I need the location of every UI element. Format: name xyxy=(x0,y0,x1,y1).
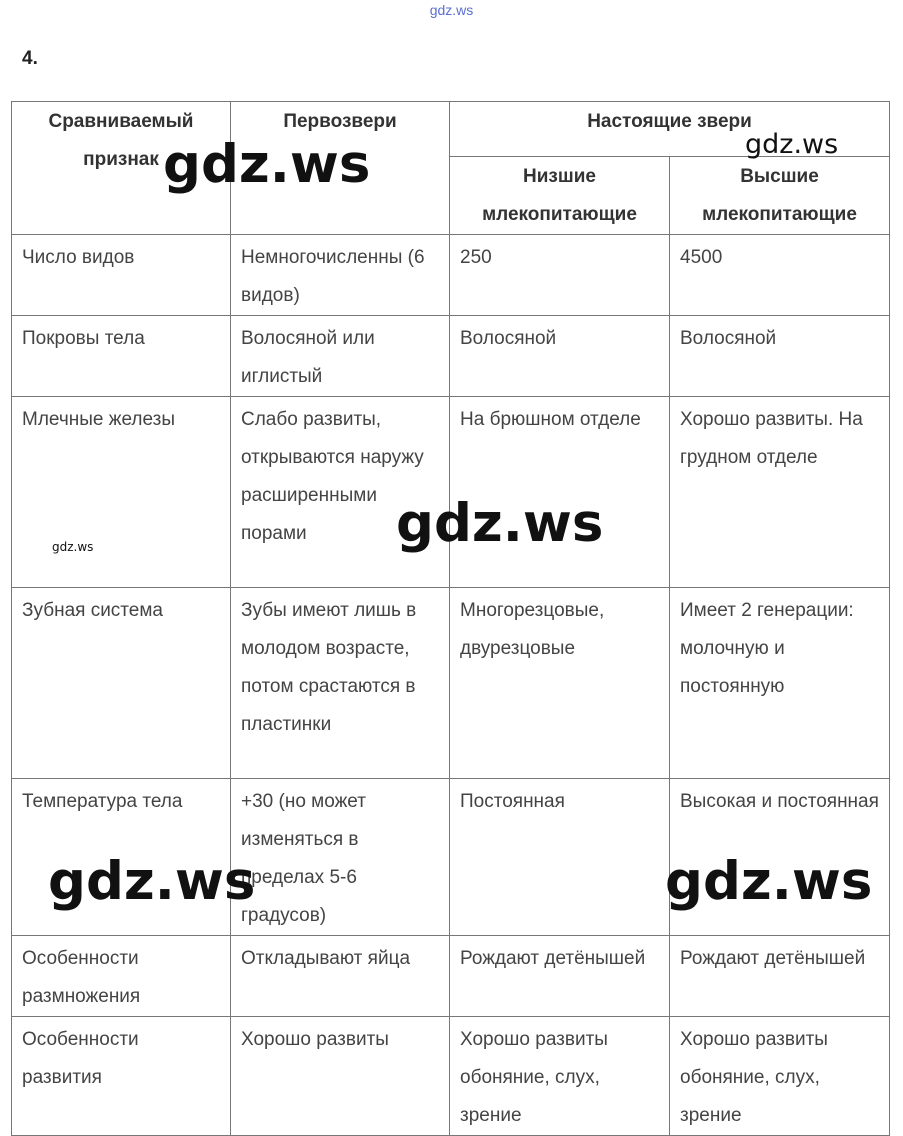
table-row xyxy=(12,936,890,1017)
cell-higher: Хорошо развиты. На грудном отделе xyxy=(670,397,890,588)
task-number: 4. xyxy=(22,48,38,69)
cell-feature: Млечные железы xyxy=(12,397,231,588)
cell-feature: Зубная система xyxy=(12,588,231,779)
cell-monotremes: Хорошо развиты xyxy=(231,1017,450,1136)
cell-monotremes: Откладывают яйца xyxy=(231,936,450,1017)
header-feature: Сравниваемый признак xyxy=(12,102,231,235)
header-true-mammals: Настоящие звери xyxy=(450,102,890,157)
top-watermark: gdz.ws xyxy=(429,2,474,18)
cell-lower: На брюшном отделе xyxy=(450,397,670,588)
cell-feature: Покровы тела xyxy=(12,316,231,397)
cell-monotremes: Волосяной или иглистый xyxy=(231,316,450,397)
watermark-small: gdz.ws xyxy=(52,540,94,554)
header-monotremes: Первозвери xyxy=(231,102,450,235)
cell-monotremes: Немногочисленны (6 видов) xyxy=(231,235,450,316)
table-row xyxy=(12,235,890,316)
watermark-bottom-left: gdz.ws xyxy=(48,851,256,912)
table-row xyxy=(12,588,890,779)
watermark-center: gdz.ws xyxy=(396,493,604,554)
cell-feature: Особенности размножения xyxy=(12,936,231,1017)
table-row xyxy=(12,316,890,397)
cell-lower: Многорезцовые, двурезцовые xyxy=(450,588,670,779)
cell-higher: Высокая и постоянная xyxy=(670,779,890,936)
comparison-table xyxy=(11,101,890,1136)
watermark-top-right: gdz.ws xyxy=(745,129,839,160)
cell-higher: Волосяной xyxy=(670,316,890,397)
cell-lower: Постоянная xyxy=(450,779,670,936)
cell-monotremes: Зубы имеют лишь в молодом возрасте, потом срастаются в пластинки xyxy=(231,588,450,779)
header-higher-mammals: Высшие млекопитающие xyxy=(670,157,890,235)
table-row xyxy=(12,397,890,588)
cell-lower: Хорошо развиты обоняние, слух, зрение xyxy=(450,1017,670,1136)
cell-higher: Хорошо развиты обоняние, слух, зрение xyxy=(670,1017,890,1136)
cell-monotremes: Слабо развиты, открываются наружу расширенными порами xyxy=(231,397,450,588)
cell-lower: Волосяной xyxy=(450,316,670,397)
cell-feature: Температура тела xyxy=(12,779,231,936)
cell-higher: Рождают детёнышей xyxy=(670,936,890,1017)
watermark-bottom-right: gdz.ws xyxy=(665,851,873,912)
watermark-top-left: gdz.ws xyxy=(163,134,371,195)
cell-higher: 4500 xyxy=(670,235,890,316)
cell-feature: Число видов xyxy=(12,235,231,316)
cell-higher: Имеет 2 генерации: молочную и постоянную xyxy=(670,588,890,779)
cell-lower: 250 xyxy=(450,235,670,316)
header-lower-mammals: Низшие млекопитающие xyxy=(450,157,670,235)
cell-monotremes: +30 (но может изменяться в пределах 5-6 градусов) xyxy=(231,779,450,936)
cell-feature: Особенности развития xyxy=(12,1017,231,1136)
table-row xyxy=(12,1017,890,1136)
cell-lower: Рождают детёнышей xyxy=(450,936,670,1017)
